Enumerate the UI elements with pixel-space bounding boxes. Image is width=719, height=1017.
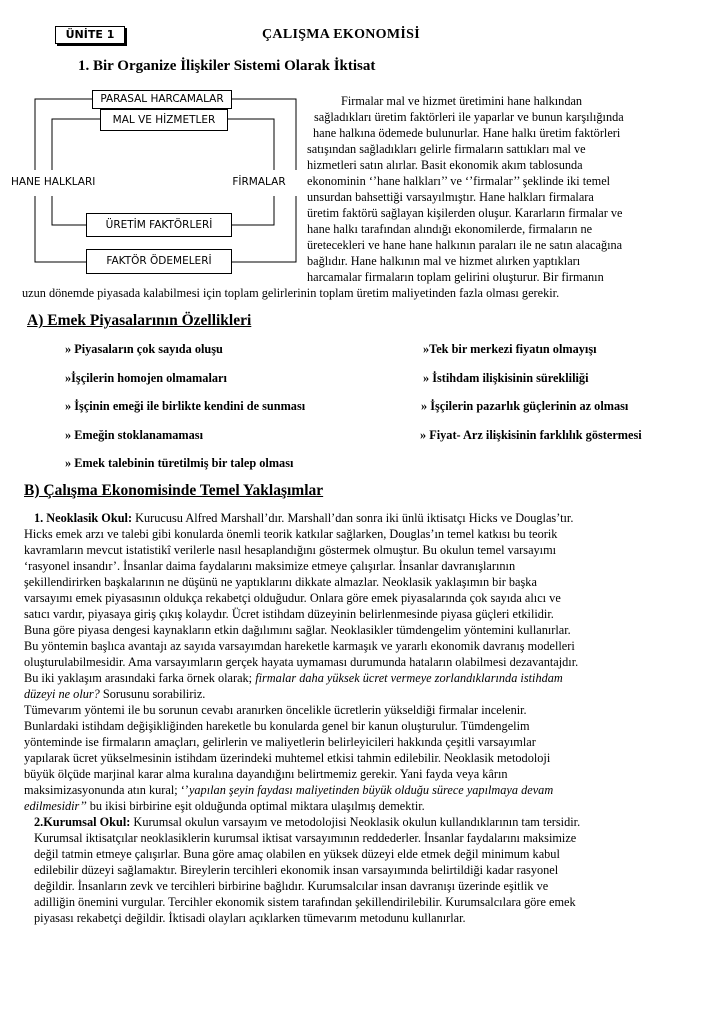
- box-uretim-faktorleri: ÜRETİM FAKTÖRLERİ: [86, 213, 232, 237]
- intro-line: ekonominin ‘’hane halkları’’ ve ‘’firmalar’’ şeklinde iki temel: [307, 174, 611, 188]
- inner-loop-bottom-right: [228, 196, 274, 225]
- kurumsal-line: adilliğin önemini vurgular. Tercihler ekonomik sistem tarafından şekillendirilebilir. Kurumsalcılara göre emek: [34, 895, 576, 909]
- page-title: ÇALIŞMA EKONOMİSİ: [262, 27, 420, 42]
- outer-loop-bottom-left: [35, 196, 92, 262]
- neoklasik-first-line: [34, 511, 573, 527]
- neoklasik-line: ‘rasyonel insandır’. İnsanlar daima faydalarını maksimize etmeye çalışırlar. İnsanlar davranışlarının: [24, 559, 516, 573]
- intro-line: Firmalar mal ve hizmet üretimini hane halkından: [341, 94, 583, 108]
- kurumsal-line: piyasası rekabetçi değildir. İktisadi olayları açıklarken tümevarım metodunu kullanırlar.: [34, 911, 466, 925]
- section-a-title: A) Emek Piyasalarının Özellikleri: [27, 312, 252, 329]
- kurumsal-line: Kurumsal iktisatçılar neoklasiklerin kurumsal iktisat varsayımının reddederler. İnsanlar faydalarını maksimize: [34, 831, 577, 845]
- neoklasik-line: Tümevarım yöntemi ile bu sorunun cevabı aranırken öncelikle ücretlerin yükseldiği firmalar incelenir.: [24, 703, 527, 717]
- example-tail: Sorusunu sorabiliriz.: [99, 687, 206, 701]
- neoklasik-line: şekillendirirken başkalarının ne düşünü ne yaptıklarını dikkate almazlar. Neoklasik yaklaşımın bir başka: [24, 575, 537, 589]
- kurumsal-line: değildir. İnsanların zevk ve tercihleri birbirine bağlıdır. Kurumsalcılar insan davranışı üzerinde eşitlik ve: [34, 879, 549, 893]
- rule-quote-end: edilmesidir’’: [24, 799, 87, 813]
- outer-loop-bottom-right: [232, 196, 296, 262]
- intro-line: hane halkına ödemede bulunurlar. Hane halkı üretim faktörleri: [313, 126, 621, 140]
- neoklasik-first-text: Kurucusu Alfred Marshall’dır. Marshall’dan sonra iki ünlü iktisatçı Hicks ve Douglas’tır.: [132, 511, 574, 525]
- box-hane-halklari: HANE HALKLARI: [11, 176, 96, 188]
- box-firmalar: FİRMALAR: [232, 176, 286, 188]
- neoklasik-line: satıcı vardır, piyasaya giriş çıkış kolaydır. Ücret istihdam düzeyinin belirlenmesinde piyasa güçleri etkilidir.: [24, 607, 554, 621]
- intro-line: üretim faktörü sağlayan kişilerden oluşur. Kararların firmalar ve: [307, 206, 623, 220]
- neoklasik-line: Hicks emek arzı ve talebi gibi konularda önemli teorik katkılar sağlarken, Douglas’ın temel katkısı bu teorik: [24, 527, 558, 541]
- neoklasik-line: Bunlardaki istihdam değişikliğinden hareketle bu konularda genel bir kanun oluşturulur. Tümdengelim: [24, 719, 530, 733]
- neoklasik-rule-line: [24, 799, 425, 815]
- kurumsal-first-line: [34, 815, 580, 831]
- neoklasik-line: yapılarak ücret yükselmesinin istihdam üzerindeki muhtemel etkisi tahmin edilebilir. Neoklasik metodoloji: [24, 751, 551, 765]
- intro-line: hane halkı tarafından alındığı ekonomilerde, firmaların ne: [307, 222, 593, 236]
- unit-badge: ÜNİTE 1: [55, 26, 125, 44]
- rule-tail: bu ikisi birbirine eşit olduğunda optimal miktara ulaşılmış demektir.: [86, 799, 425, 813]
- feature-item: » Emek talebinin türetilmiş bir talep olması: [65, 456, 294, 470]
- example-question-end: düzeyi ne olur?: [24, 687, 100, 701]
- outer-loop-left: [35, 99, 92, 170]
- box-mal-ve-hizmetler: MAL VE HİZMETLER: [100, 109, 228, 131]
- neoklasik-line: oluşturulabilmesidir. Ama varsayımların gerçek hayata uymaması durumunda hataların olabilmesi dezavantajdır.: [24, 655, 579, 669]
- intro-line: satışından sağladıkları gelirle firmaların sattıkları mal ve: [307, 142, 586, 156]
- neoklasik-line: kavramların mevcut istatistikî verilerle nasıl hesaplandığını göstermek olmuştur. Bu okulun temel varsayımı: [24, 543, 557, 557]
- outer-loop-right: [232, 99, 296, 170]
- intro-line: üretecekleri ve hane hane halkının paraları ile ne satın alacağına: [307, 238, 623, 252]
- inner-loop-top-right: [228, 119, 274, 170]
- neoklasik-example-line: [24, 671, 563, 687]
- neoklasik-line: büyük ölçüde marjinal karar alma kuralına dayandığını belirtmemiz gerekir. Yani fayda veya kârın: [24, 767, 508, 781]
- example-text: Bu iki yaklaşım arasındaki farka örnek olarak;: [24, 671, 256, 685]
- feature-item: » İşçinin emeği ile birlikte kendini de sunması: [65, 399, 306, 413]
- box-faktor-odemeleri: FAKTÖR ÖDEMELERİ: [86, 249, 232, 274]
- neoklasik-line: yönteminde ise firmaların amaçları, gelirlerin ve maliyetlerin belirleyicileri hakkında çeşitli varsayımlar: [24, 735, 536, 749]
- intro-line: harcamalar firmaların toplam gelirini oluşturur. Bir firmanın: [307, 270, 604, 284]
- kurumsal-label: 2.Kurumsal Okul:: [34, 815, 131, 829]
- intro-line: sağladıkları üretim faktörleri ile yaparlar ve bunun karşılığında: [314, 110, 624, 124]
- feature-item: » Piyasaların çok sayıda oluşu: [65, 342, 223, 356]
- neoklasik-label: 1. Neoklasik Okul:: [34, 511, 133, 525]
- feature-item: » İstihdam ilişkisinin sürekliliği: [423, 371, 589, 385]
- intro-line: uzun dönemde piyasada kalabilmesi için toplam gelirlerinin toplam üretim maliyetinden fazla olması gerekir.: [22, 286, 560, 300]
- neoklasik-line: Buna göre piyasa dengesi kaynakların etkin dağılımını sağlar. Neoklasikler tümdengelim yöntemini kullanırlar.: [24, 623, 571, 637]
- kurumsal-first-text: Kurumsal okulun varsayım ve metodolojisi Neoklasik okulun kullandıklarının tam tersidir.: [130, 815, 581, 829]
- feature-item: » İşçilerin pazarlık güçlerinin az olması: [421, 399, 629, 413]
- intro-line: bağlıdır. Hane halkının mal ve hizmet alırken yaptıkları: [307, 254, 581, 268]
- neoklasik-line: varsayımı emek piyasasının oldukça rekabetçi olduğudur. Onlara göre emek piyasalarında çok sayıda alıcı ve: [24, 591, 561, 605]
- example-question: firmalar daha yüksek ücret vermeye zorlandıklarında istihdam: [255, 671, 563, 685]
- neoklasik-rule-line: [24, 783, 553, 799]
- kurumsal-line: değil tatmin etmeye çalışırlar. Buna göre amaç olabilen en yüksek düzeyi elde etmek değil minimum kabul: [34, 847, 560, 861]
- intro-line: unsurdan bahsettiği varsayılmıştır. Hane halkları firmalara: [307, 190, 594, 204]
- feature-item: »Tek bir merkezi fiyatın olmayışı: [423, 342, 597, 356]
- section-1-title: 1. Bir Organize İlişkiler Sistemi Olarak İktisat: [78, 58, 376, 74]
- inner-loop-top-left: [52, 119, 100, 170]
- box-parasal-harcamalar: PARASAL HARCAMALAR: [92, 90, 232, 109]
- feature-item: »İşçilerin homojen olmamaları: [65, 371, 227, 385]
- kurumsal-line: edilebilir düzeyi sağlamaktır. Bireylerin tercihleri ekonomik insan varsayımında belirtildiği kadar rasyonel: [34, 863, 559, 877]
- section-b-title: B) Çalışma Ekonomisinde Temel Yaklaşımlar: [24, 482, 324, 499]
- feature-item: » Emeğin stoklanamaması: [65, 428, 204, 442]
- feature-item: » Fiyat- Arz ilişkisinin farklılık göstermesi: [420, 428, 642, 442]
- neoklasik-example-line: [24, 687, 205, 703]
- rule-quote: yapılan şeyin faydası maliyetinden büyük olduğu sürece yapılmaya devam: [188, 783, 554, 797]
- neoklasik-line: Bu yöntemin başlıca avantajı az sayıda varsayımdan hareketle karmaşık ve yararlı ekonomik davranış modelleri: [24, 639, 575, 653]
- rule-text: maksimizasyonunda atın kural; ‘’: [24, 783, 189, 797]
- intro-line: hizmetleri satın alırlar. Basit ekonomik akım tablosunda: [307, 158, 583, 172]
